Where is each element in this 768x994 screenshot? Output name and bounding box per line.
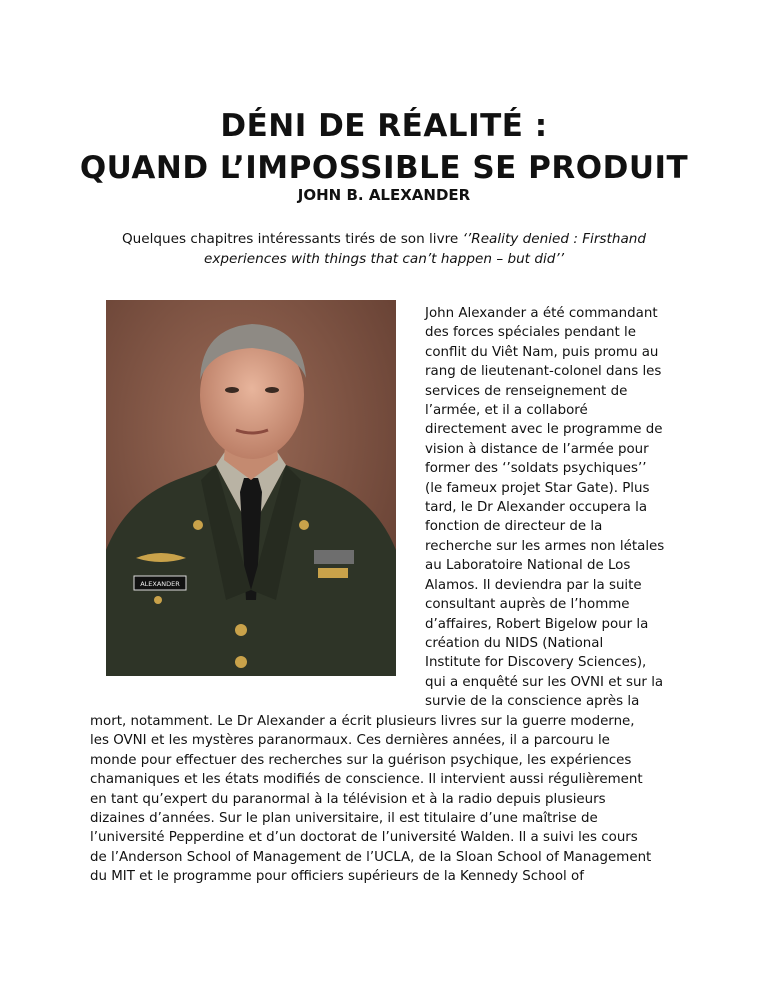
bio-wrap-line: services de renseignement de	[425, 383, 628, 399]
bio-wrap-line: qui a enquêté sur les OVNI et sur la	[425, 674, 664, 690]
bio-full-line: les OVNI et les mystères paranormaux. Ces dernières années, il a parcouru le	[90, 733, 610, 749]
title-line-1: DÉNI DE RÉALITÉ :	[220, 107, 548, 144]
bio-wrap-line: tard, le Dr Alexander occupera la	[425, 500, 648, 516]
bio-full-line: en tant qu’expert du paranormal à la télévision et à la radio depuis plusieurs	[90, 791, 606, 807]
bio-wrap-line: directement avec le programme de	[425, 422, 663, 438]
bio-full-line: mort, notamment. Le Dr Alexander a écrit plusieurs livres sur la guerre moderne,	[90, 714, 635, 729]
bio-wrap-line: former des ‘’soldats psychiques’’	[425, 461, 647, 477]
bio-wrap-line: des forces spéciales pendant le	[425, 325, 637, 341]
bio-wrap-line: création du NIDS (National	[425, 635, 604, 651]
bio-full-line: monde pour effectuer des recherches sur la guérison psychique, les expériences	[90, 752, 632, 768]
nametag-text: ALEXANDER	[140, 580, 180, 588]
portrait-illustration	[106, 300, 396, 676]
author-portrait-photo	[106, 300, 396, 676]
title-line-2: QUAND L’IMPOSSIBLE SE PRODUIT	[79, 149, 689, 186]
bio-wrap-line: survie de la conscience après la	[425, 694, 640, 710]
bio-wrap-line: fonction de directeur de la	[425, 519, 603, 535]
subtitle	[90, 229, 678, 269]
page-title	[0, 105, 768, 189]
bio-wrap-line: Institute for Discovery Sciences),	[425, 655, 647, 671]
bio-wrap-line: d’affaires, Robert Bigelow pour la	[425, 616, 649, 632]
bio-full-line: de l’Anderson School of Management de l’UCLA, de la Sloan School of Management	[90, 849, 652, 865]
bio-wrap-line: vision à distance de l’armée pour	[425, 441, 649, 457]
bio-wrap-line: au Laboratoire National de Los	[425, 558, 631, 574]
bio-full-line: chamaniques et les états modifiés de conscience. Il intervient aussi régulièrement	[90, 772, 643, 788]
bio-full-line: du MIT et le programme pour officiers supérieurs de la Kennedy School of	[90, 869, 584, 885]
bio-full-line: dizaines d’années. Sur le plan universitaire, il est titulaire d’une maîtrise de	[90, 811, 598, 827]
subtitle-intro: Quelques chapitres intéressants tirés de son livre	[121, 231, 463, 247]
bio-wrap-line: consultant auprès de l’homme	[425, 597, 630, 613]
bio-wrap-line: John Alexander a été commandant	[425, 306, 658, 321]
book-title-line-2: experiences with things that can’t happen – but did’’	[203, 251, 565, 267]
bio-wrap-line: Alamos. Il deviendra par la suite	[425, 577, 642, 593]
bio-wrap-line: rang de lieutenant-colonel dans les	[425, 364, 662, 380]
author-name: JOHN B. ALEXANDER	[297, 186, 471, 204]
bio-full-line: l’université Pepperdine et d’un doctorat de l’université Walden. Il a suivi les cours	[90, 830, 638, 846]
book-title-line-1: ‘’Reality denied : Firsthand	[462, 231, 647, 247]
bio-wrap-column	[425, 304, 685, 712]
bio-wrap-line: recherche sur les armes non létales	[425, 538, 665, 554]
bio-full-width	[90, 712, 688, 887]
bio-wrap-line: (le fameux projet Star Gate). Plus	[425, 480, 650, 496]
bio-wrap-line: l’armée, et il a collaboré	[425, 403, 588, 419]
bio-wrap-line: conflit du Viêt Nam, puis promu au	[425, 344, 659, 360]
